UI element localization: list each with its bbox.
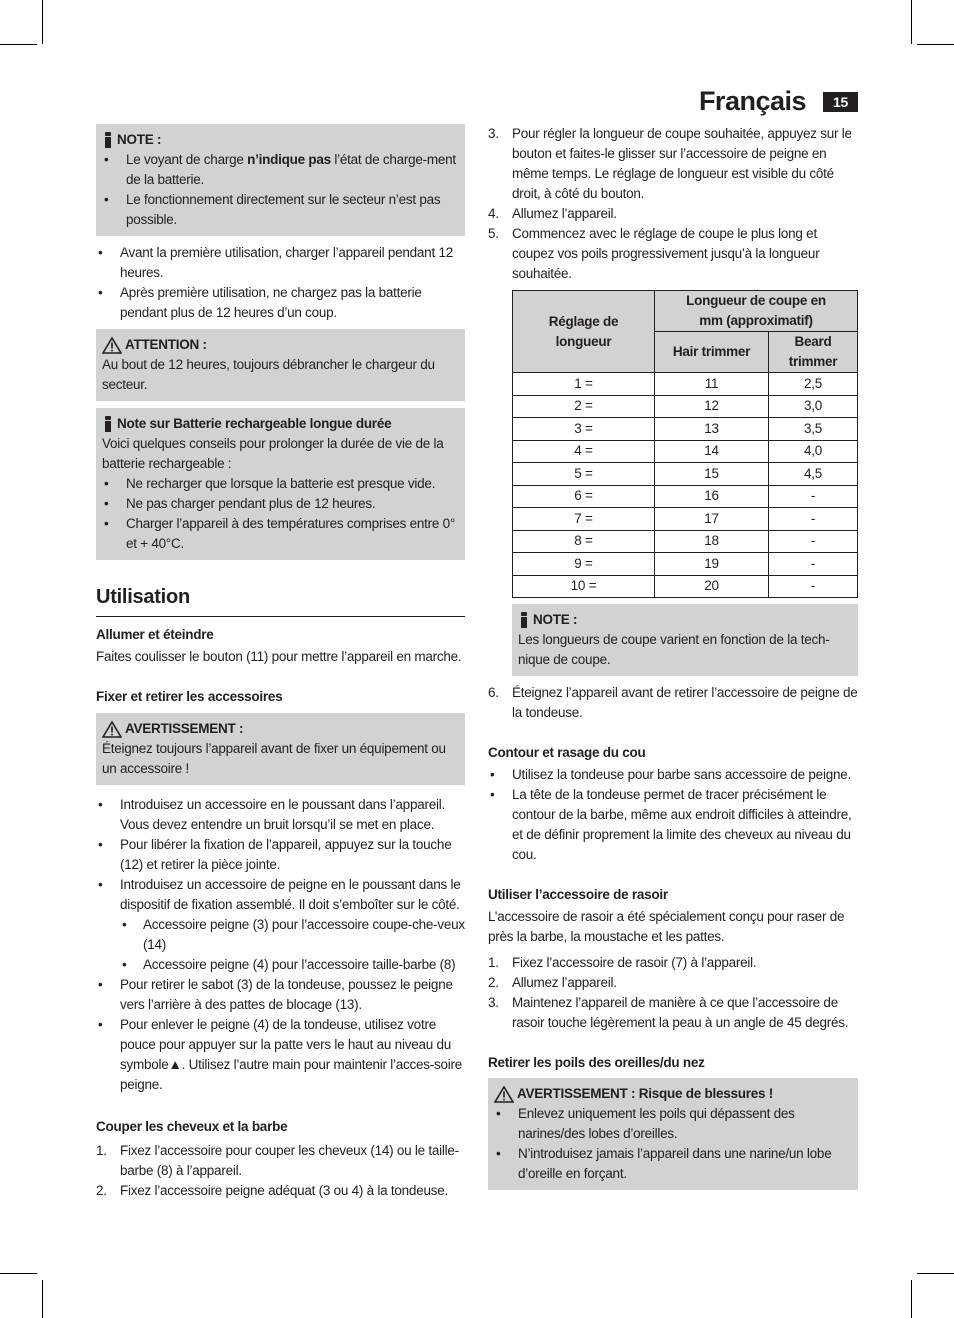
list-item: • Enlevez uniquement les poils qui dépassent des narines/des lobes d’oreilles. — [494, 1104, 852, 1144]
warning-text: Éteignez toujours l’appareil avant de fixer un équipement ou un accessoire ! — [102, 741, 446, 776]
sub-list-item: • Accessoire peigne (4) pour l’accessoire taille-barbe (8) — [120, 955, 465, 975]
table-body — [513, 373, 858, 598]
subheading-cutting: Couper les cheveux et la barbe — [96, 1119, 288, 1134]
left-column — [96, 124, 465, 1201]
battery-tips-list — [102, 474, 459, 554]
note-box-battery-indicator — [96, 124, 465, 236]
attention-text: Au bout de 12 heures, toujours débrancher le chargeur du secteur. — [102, 357, 435, 392]
table-cell-setting: 6 = — [513, 485, 655, 508]
list-item: • Pour enlever le peigne (4) de la tondeuse, utilisez votre pouce pour appuyer sur la patte vers le haut au niveau du symbole▲. Utilisez l’autre main pour maintenir l’acces-soire peigne. — [96, 1015, 465, 1095]
subheading-shaver: Utiliser l’accessoire de rasoir — [488, 887, 668, 902]
table-cell-setting: 2 = — [513, 395, 655, 418]
table-cell-setting: 7 = — [513, 508, 655, 531]
info-icon — [518, 612, 530, 628]
warning-box-injury — [488, 1078, 858, 1190]
step-item: 1. Fixez l’accessoire pour couper les cheveux (14) ou le taille-barbe (8) à l’appareil. — [96, 1143, 459, 1178]
list-item: • Après première utilisation, ne chargez pas la batterie pendant plus de 12 heures d’un coup. — [96, 283, 465, 323]
warning-title: AVERTISSEMENT : — [102, 719, 459, 739]
table-cell-hair: 14 — [655, 440, 769, 463]
note-title: NOTE : — [102, 130, 459, 150]
page-language-title: Français — [698, 86, 806, 116]
paragraph: Faites coulisser le bouton (11) pour mettre l’appareil en marche. — [96, 649, 462, 664]
page-number-badge: 15 — [823, 92, 858, 112]
table-cell-hair: 18 — [655, 530, 769, 553]
step-item: 3. Maintenez l’appareil de manière à ce que l’accessoire de rasoir touche légèrement la peau à un angle de 45 degrés. — [488, 995, 849, 1030]
table-cell-beard: 3,5 — [769, 418, 858, 441]
info-icon — [102, 416, 114, 432]
table-cell-beard: - — [769, 575, 858, 598]
cutting-steps — [96, 1141, 465, 1201]
sub-list — [120, 915, 465, 975]
crop-mark — [917, 1273, 954, 1274]
warning-box-accessories — [96, 713, 465, 785]
step-item: 4. Allumez l’appareil. — [488, 206, 617, 221]
note-title: NOTE : — [518, 610, 852, 630]
table-row — [513, 418, 858, 441]
table-row — [513, 575, 858, 598]
table-cell-setting: 1 = — [513, 373, 655, 396]
injury-warning-list — [494, 1104, 852, 1184]
charging-list — [96, 243, 465, 323]
table-row — [513, 440, 858, 463]
subheading-accessories: Fixer et retirer les accessoires — [96, 689, 283, 704]
table-cell-setting: 8 = — [513, 530, 655, 553]
table-cell-setting: 10 = — [513, 575, 655, 598]
table-header-setting: Réglage de longueur — [513, 291, 655, 373]
table-cell-hair: 12 — [655, 395, 769, 418]
battery-note-intro: Voici quelques conseils pour prolonger la durée de vie de la batterie rechargeable : — [102, 436, 444, 471]
table-cell-hair: 11 — [655, 373, 769, 396]
step-item: 2. Allumez l’appareil. — [488, 975, 617, 990]
neck-list — [488, 765, 858, 865]
step-item: 2. Fixez l’accessoire peigne adéquat (3 ou 4) à la tondeuse. — [96, 1183, 448, 1198]
warning-triangle-icon — [494, 1086, 514, 1103]
list-item: • Le voyant de charge n’indique pas l’état de charge-ment de la batterie. — [102, 150, 459, 190]
note-text: Les longueurs de coupe varient en fonction de la tech-nique de coupe. — [518, 632, 830, 667]
table-header-hair: Hair trimmer — [655, 332, 769, 373]
table-cell-beard: 4,5 — [769, 463, 858, 486]
step6-list — [488, 683, 858, 723]
table-cell-beard: 4,0 — [769, 440, 858, 463]
info-icon — [102, 132, 114, 148]
list-item: • Pour libérer la fixation de l’appareil, appuyez sur la touche (12) et retirer la pièce jointe. — [96, 835, 465, 875]
list-item: • Charger l’appareil à des températures comprises entre 0° et + 40°C. — [102, 514, 459, 554]
crop-mark — [0, 1273, 37, 1274]
step-item: 3. Pour régler la longueur de coupe souhaitée, appuyez sur le bouton et faites-le glisser sur l’accessoire de peigne en même temps. Le réglage de longueur est visible du côté droit, à côté du bouton. — [488, 126, 852, 201]
battery-note-title: Note sur Batterie rechargeable longue durée — [102, 414, 459, 434]
warning-triangle-icon — [102, 337, 122, 354]
list-item: • Avant la première utilisation, charger l’appareil pendant 12 heures. — [96, 243, 465, 283]
note-box-cutting-lengths — [512, 604, 858, 676]
table-cell-setting: 3 = — [513, 418, 655, 441]
shaver-steps — [488, 953, 858, 1033]
table-cell-hair: 20 — [655, 575, 769, 598]
section-heading-utilisation: Utilisation — [96, 584, 465, 617]
table-cell-setting: 5 = — [513, 463, 655, 486]
list-item: • Ne recharger que lorsque la batterie est presque vide. — [102, 474, 459, 494]
table-row — [513, 463, 858, 486]
table-cell-hair: 13 — [655, 418, 769, 441]
list-item: • Utilisez la tondeuse pour barbe sans accessoire de peigne. — [488, 765, 858, 785]
right-column — [488, 124, 858, 1197]
warning-title: AVERTISSEMENT : Risque de blessures ! — [494, 1084, 852, 1104]
table-cell-beard: 2,5 — [769, 373, 858, 396]
table-row — [513, 530, 858, 553]
adjust-steps — [488, 124, 858, 284]
crop-mark — [42, 1280, 43, 1318]
step-item: 1. Fixez l’accessoire de rasoir (7) à l’appareil. — [488, 955, 757, 970]
table-row — [513, 395, 858, 418]
list-item: • Pour retirer le sabot (3) de la tondeuse, poussez le peigne vers l’arrière à des pattes de blocage (13). — [96, 975, 465, 1015]
table-cell-beard: 3,0 — [769, 395, 858, 418]
table-row — [513, 553, 858, 576]
table-cell-setting: 4 = — [513, 440, 655, 463]
step-item: 6. Éteignez l’appareil avant de retirer l’accessoire de peigne de la tondeuse. — [488, 685, 858, 720]
list-item: • Ne pas charger pendant plus de 12 heures. — [102, 494, 459, 514]
list-item: • Introduisez un accessoire de peigne en le poussant dans le dispositif de fixation assemblé. Il doit s’emboîter sur le côté. • Accessoire peigne (3) pour l’accessoire coupe-che-veux (14) • Accessoire peigne (4) pour l’accessoire taille-barbe (8) — [96, 875, 465, 975]
table-cell-beard: - — [769, 485, 858, 508]
list-item: • Introduisez un accessoire en le poussant dans l’appareil. Vous devez entendre un bruit lorsqu’il se met en place. — [96, 795, 465, 835]
list-item: • Le fonctionnement directement sur le secteur n’est pas possible. — [102, 190, 459, 230]
crop-mark — [0, 44, 37, 45]
warning-triangle-icon — [102, 721, 122, 738]
table-cell-beard: - — [769, 508, 858, 531]
attention-title: ATTENTION : — [102, 335, 459, 355]
battery-note-box — [96, 408, 465, 560]
note-list — [102, 150, 459, 230]
accessories-list — [96, 795, 465, 1095]
table-row — [513, 485, 858, 508]
table-cell-setting: 9 = — [513, 553, 655, 576]
subheading-on-off: Allumer et éteindre — [96, 627, 214, 642]
subheading-ear-nose: Retirer les poils des oreilles/du nez — [488, 1055, 705, 1070]
table-header-length: Longueur de coupe en mm (approximatif) — [655, 291, 858, 332]
cutting-length-table — [512, 290, 858, 598]
crop-mark — [911, 1280, 912, 1318]
step-item: 5. Commencez avec le réglage de coupe le plus long et coupez vos poils progressivement jusqu’à la longueur souhaitée. — [488, 226, 820, 281]
table-cell-hair: 19 — [655, 553, 769, 576]
table-cell-hair: 15 — [655, 463, 769, 486]
table-row — [513, 508, 858, 531]
subheading-neck: Contour et rasage du cou — [488, 745, 646, 760]
table-row — [513, 373, 858, 396]
list-item: • N’introduisez jamais l’appareil dans une narine/un lobe d’oreille en forçant. — [494, 1144, 852, 1184]
crop-mark — [917, 44, 954, 45]
crop-mark — [911, 0, 912, 44]
table-header-beard: Beard trimmer — [769, 332, 858, 373]
crop-mark — [42, 0, 43, 44]
list-item: • La tête de la tondeuse permet de tracer précisément le contour de la barbe, même aux endroit difficiles à atteindre, et de définir proprement la limite des cheveux au niveau du cou. — [488, 785, 858, 865]
table-cell-hair: 17 — [655, 508, 769, 531]
attention-box — [96, 329, 465, 401]
table-cell-beard: - — [769, 530, 858, 553]
table-cell-hair: 16 — [655, 485, 769, 508]
paragraph: L’accessoire de rasoir a été spécialement conçu pour raser de près la barbe, la moustache et les pattes. — [488, 909, 845, 944]
table-cell-beard: - — [769, 553, 858, 576]
sub-list-item: • Accessoire peigne (3) pour l’accessoire coupe-che-veux (14) — [120, 915, 465, 955]
